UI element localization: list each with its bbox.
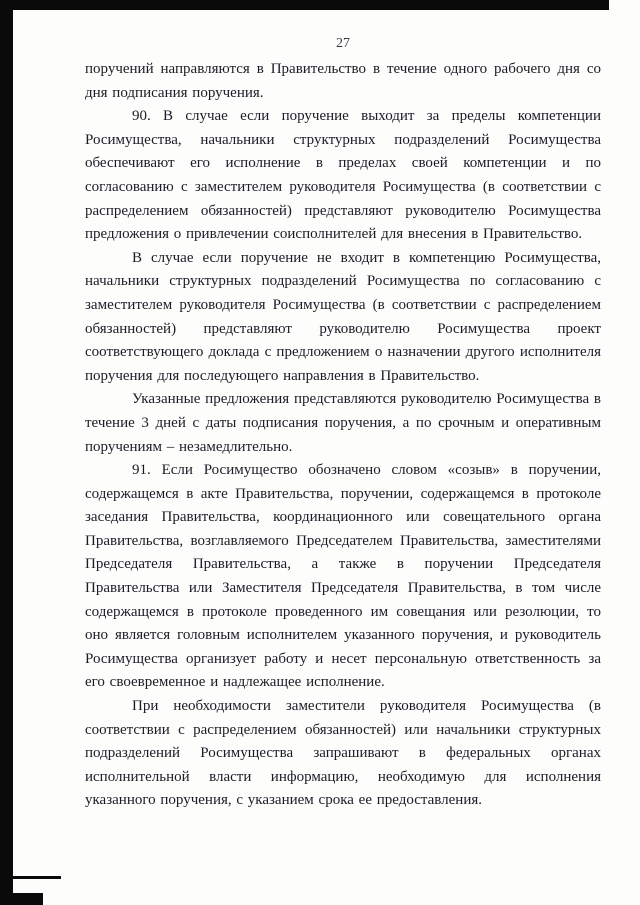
document-body-text: [85, 58, 601, 813]
page-number: 27: [336, 36, 350, 51]
scan-edge-left: [0, 0, 13, 905]
paragraph: 90. В случае если поручение выходит за пределы компетенции Росимущества, начальники структурных подразделений Росимущества обеспечивают его исполнение в пределах своей компетенции и по согласованию с заместителем руководителя Росимущества (в соответствии с распределением обязанностей) представляют руководителю Росимущества предложения о привлечении соисполнителей для внесения в Правительство.: [85, 108, 601, 243]
paragraph: 91. Если Росимущество обозначено словом «созыв» в поручении, содержащемся в акте Правительства, поручении, содержащемся в протоколе заседания Правительства, координационного или совещательного органа Правительства, возглавляемого Председателем Правительства, заместителями Председателя Правительства, а также в поручении Председателя Правительства или Заместителя Председателя Правительства, в том числе содержащемся в протоколе проведенного им совещания или резолюции, то оно является головным исполнителем указанного поручения, и руководитель Росимущества организует работу и несет персональную ответственность за его своевременное и надлежащее исполнение.: [85, 462, 601, 691]
scan-mark-line: [13, 876, 61, 879]
scan-mark-corner: [13, 893, 43, 905]
paragraph: Указанные предложения представляются руководителю Росимущества в течение 3 дней с даты подписания поручения, а по срочным и оперативным поручениям – незамедлительно.: [85, 391, 601, 455]
scan-edge-top: [0, 0, 609, 10]
paragraph: В случае если поручение не входит в компетенцию Росимущества, начальники структурных подразделений Росимущества по согласованию с заместителем руководителя Росимущества (в соответствии с распределением обязанностей) представляют руководителю Росимущества проект соответствующего доклада с предложением о назначении другого исполнителя поручения для последующего направления в Правительство.: [85, 249, 601, 384]
paragraph: поручений направляются в Правительство в течение одного рабочего дня со дня подписания поручения.: [85, 61, 601, 101]
paragraph: При необходимости заместители руководителя Росимущества (в соответствии с распределением обязанностей) или начальники структурных подразделений Росимущества запрашивают в федеральных органах исполнительной власти информацию, необходимую для исполнения указанного поручения, с указанием срока ее предоставления.: [85, 698, 601, 809]
